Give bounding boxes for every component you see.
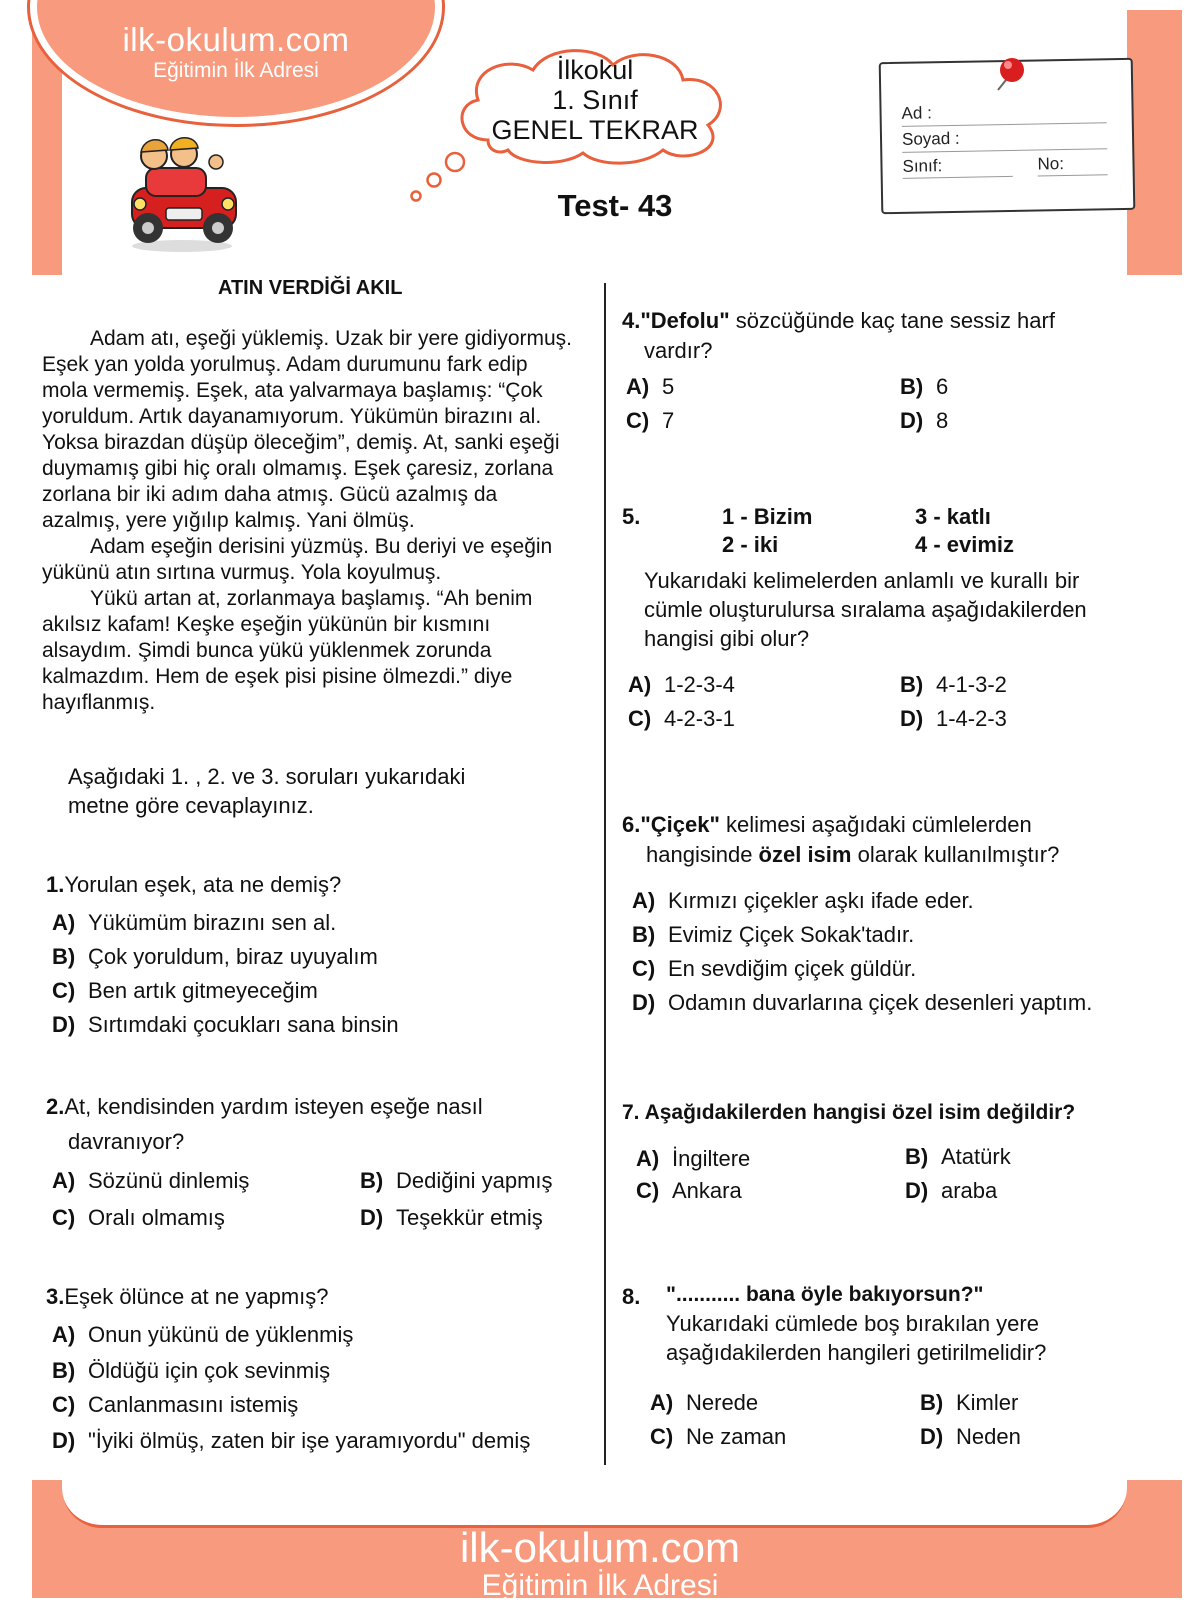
story-line: akılsız kafam! Keşke eşeğin yükünün bir kısmını <box>42 613 491 636</box>
q6-option-c[interactable]: C) En sevdiğim çiçek güldür. <box>632 956 917 981</box>
question-text: kelimesi aşağıdaki cümlelerden <box>719 812 1032 837</box>
story-title: ATIN VERDİĞİ AKIL <box>218 277 403 299</box>
story-line: alsaydım. Şimdi bunca yükü yüklenmek zorunda <box>42 639 492 662</box>
q5-option-d[interactable]: D) 1-4-2-3 <box>900 706 1007 731</box>
q5-word-1: 1 - Bizim <box>722 504 813 529</box>
story-line: hayıflanmış. <box>42 691 156 714</box>
q5-option-a[interactable]: A) 1-2-3-4 <box>628 672 735 697</box>
story-line: kalmazdım. Hem de eşek pisi pisine ölmezdi.” diye <box>42 665 513 688</box>
story-line: mola vermemiş. Eşek, ata yalvarmaya başlamış: “Çok <box>42 379 543 402</box>
q1-option-b[interactable]: B) Çok yoruldum, biraz uyuyalım <box>52 944 378 969</box>
q3-option-d[interactable]: D) "İyiki ölmüş, zaten bir işe yaramıyordu" demiş <box>52 1428 531 1453</box>
question-number: 5. <box>622 504 641 529</box>
question-7 <box>622 1098 1075 1127</box>
q4-option-b[interactable]: B) 6 <box>900 374 949 399</box>
info-number-line <box>1038 174 1108 176</box>
car-illustration <box>120 128 250 253</box>
info-surname-label: Soyad : <box>901 128 960 149</box>
q5-option-b[interactable]: B) 4-1-3-2 <box>900 672 1007 697</box>
question-6-cont: hangisinde özel isim olarak kullanılmıştır? <box>646 842 1060 867</box>
footer-site-text: ilk-okulum.com <box>459 1524 741 1571</box>
q6-option-b[interactable]: B) Evimiz Çiçek Sokak'tadır. <box>632 922 915 947</box>
story-line: Yükü artan at, zorlanmaya başlamış. “Ah benim <box>90 587 533 610</box>
q1-option-a[interactable]: A) Yükümüm birazını sen al. <box>52 910 337 935</box>
column-divider <box>604 283 606 1465</box>
footer-logo <box>0 1526 1200 1602</box>
story-line: zorlana bir iki adım daha atmış. Gücü azalmış da <box>42 483 498 506</box>
info-name-line <box>902 122 1107 127</box>
logo-site-text: ilk-okulum.com <box>122 21 350 58</box>
question-text: At, kendisinden yardım isteyen eşeğe nasıl <box>64 1094 483 1119</box>
title-block <box>470 55 720 145</box>
q8-option-c[interactable]: C) Ne zaman <box>650 1424 787 1449</box>
question-5-text: cümle oluşturulursa sıralama aşağıdakilerden <box>644 597 1087 622</box>
q8-quote: "........... bana öyle bakıyorsun?" <box>666 1283 984 1306</box>
topic: GENEL TEKRAR <box>491 115 699 145</box>
q3-option-a[interactable]: A) Onun yükünü de yüklenmiş <box>52 1322 354 1347</box>
question-2 <box>46 1092 483 1121</box>
q3-option-c[interactable]: C) Canlanmasını istemiş <box>52 1392 299 1417</box>
question-keyword: "Çiçek" <box>640 812 720 837</box>
question-1 <box>46 870 341 899</box>
question-2-cont: davranıyor? <box>68 1129 185 1154</box>
question-5-text: Yukarıdaki kelimelerden anlamlı ve kurallı bir <box>644 568 1080 593</box>
q1-option-c[interactable]: C) Ben artık gitmeyeceğim <box>52 978 318 1003</box>
q3-option-b[interactable]: B) Öldüğü için çok sevinmiş <box>52 1358 331 1383</box>
question-number: 1. <box>46 872 65 897</box>
info-number-label: No: <box>1037 154 1065 174</box>
story-line: Adam atı, eşeği yüklemiş. Uzak bir yere gidiyormuş. <box>90 327 573 350</box>
question-number: 4. <box>622 308 641 333</box>
story-line: azalmış, yere yığılıp kalmış. Yani ölmüş. <box>42 509 415 532</box>
q8-option-d[interactable]: D) Neden <box>920 1424 1021 1449</box>
footer-tagline: Eğitimin İlk Adresi <box>481 1569 719 1602</box>
q1-option-d[interactable]: D) Sırtımdaki çocukları sana binsin <box>52 1012 399 1037</box>
instruction-line: metne göre cevaplayınız. <box>68 793 314 818</box>
q2-option-b[interactable]: B) Dediğini yapmış <box>360 1168 553 1193</box>
question-8-text: aşağıdakilerden hangileri getirilmelidir? <box>666 1340 1047 1365</box>
story-line: yükünü atın sırtına vurmuş. Yola koyulmuş. <box>42 561 442 584</box>
q2-option-d[interactable]: D) Teşekkür etmiş <box>360 1205 543 1230</box>
grade: 1. Sınıf <box>552 85 638 115</box>
q7-option-c[interactable]: C) Ankara <box>636 1178 742 1203</box>
question-3 <box>46 1282 329 1311</box>
question-4 <box>622 306 1055 335</box>
test-number: Test- 43 <box>557 188 673 223</box>
question-number: 7. <box>622 1101 640 1124</box>
instruction-line: Aşağıdaki 1. , 2. ve 3. soruları yukarıdaki <box>68 764 466 789</box>
question-text: sözcüğünde kaç tane sessiz harf <box>729 308 1055 333</box>
q4-option-d[interactable]: D) 8 <box>900 408 949 433</box>
thought-bubbles <box>400 150 470 210</box>
story-line: Eşek yan yolda yorulmuş. Adam durumunu fark edip <box>42 353 528 376</box>
logo-tagline: Eğitimin İlk Adresi <box>153 59 319 82</box>
q4-option-a[interactable]: A) 5 <box>626 374 675 399</box>
pushpin-icon <box>992 52 1032 92</box>
q8-option-a[interactable]: A) Nerede <box>650 1390 759 1415</box>
question-number: 2. <box>46 1094 65 1119</box>
q5-option-c[interactable]: C) 4-2-3-1 <box>628 706 735 731</box>
q5-word-4: 4 - evimiz <box>915 532 1015 557</box>
school-level: İlkokul <box>556 55 634 85</box>
q5-word-2: 2 - iki <box>722 532 779 557</box>
q2-option-c[interactable]: C) Oralı olmamış <box>52 1205 225 1230</box>
question-8-text: Yukarıdaki cümlede boş bırakılan yere <box>666 1311 1039 1336</box>
question-text: Aşağıdakilerden hangisi özel isim değildir? <box>644 1101 1076 1124</box>
q7-option-a[interactable]: A) İngiltere <box>636 1146 751 1171</box>
footer-panel <box>62 1480 1127 1528</box>
question-number: 3. <box>46 1284 65 1309</box>
info-class-label: Sınıf: <box>902 156 943 176</box>
question-number: 8. <box>622 1284 641 1309</box>
question-text: Yorulan eşek, ata ne demiş? <box>64 872 342 897</box>
q8-option-b[interactable]: B) Kimler <box>920 1390 1019 1415</box>
q4-option-c[interactable]: C) 7 <box>626 408 675 433</box>
question-6 <box>622 810 1032 839</box>
q7-option-d[interactable]: D) araba <box>905 1178 998 1203</box>
q6-option-a[interactable]: A) Kırmızı çiçekler aşkı ifade eder. <box>632 888 974 913</box>
q5-word-3: 3 - katlı <box>915 504 991 529</box>
q7-option-b[interactable]: B) Atatürk <box>905 1144 1011 1169</box>
question-text: Eşek ölünce at ne yapmış? <box>64 1284 329 1309</box>
story-line: Yoksa birazdan düşüp öleceğim”, demiş. At, sanki eşeği <box>42 431 560 454</box>
q6-option-d[interactable]: D) Odamın duvarlarına çiçek desenleri yaptım. <box>632 990 1093 1015</box>
story-line: duymamış gibi hiç oralı olmamış. Eşek çaresiz, zorlana <box>42 457 554 480</box>
story-line: Adam eşeğin derisini yüzmüş. Bu deriyi ve eşeğin <box>90 535 553 558</box>
story-line: yoruldum. Artık dayanamıyorum. Yükümün birazını al. <box>42 405 542 428</box>
q2-option-a[interactable]: A) Sözünü dinlemiş <box>52 1168 250 1193</box>
info-name-label: Ad : <box>901 103 932 123</box>
question-4-cont: vardır? <box>644 338 713 363</box>
question-keyword: "Defolu" <box>640 308 730 333</box>
question-number: 6. <box>622 812 641 837</box>
question-5-text: hangisi gibi olur? <box>644 626 810 651</box>
